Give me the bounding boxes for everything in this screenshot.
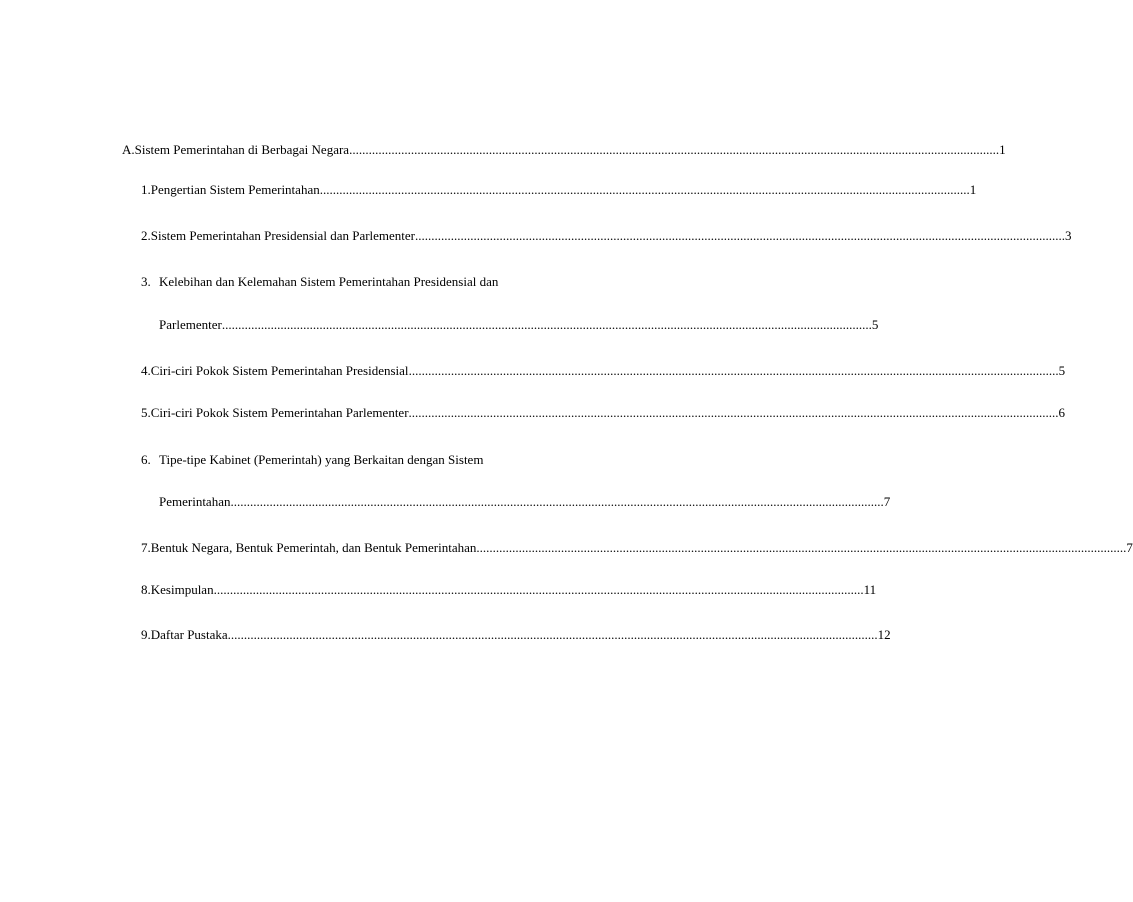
toc-page-number: 7 bbox=[883, 494, 891, 509]
toc-page-number: 12 bbox=[877, 627, 891, 642]
toc-item-6 bbox=[141, 452, 554, 468]
toc-item-3-continuation bbox=[159, 317, 879, 333]
toc-leader-dots: ........................................................................................................................................................................................................ bbox=[227, 627, 878, 642]
toc-section-title: Sistem Pemerintahan di Berbagai Negara bbox=[134, 142, 350, 157]
toc-item-marker: 3. bbox=[141, 274, 151, 289]
toc-item-marker: 5. bbox=[141, 405, 151, 420]
toc-leader-dots: ........................................................................................................................................................................................................ bbox=[213, 582, 864, 597]
toc-item-marker: 1. bbox=[141, 182, 151, 197]
toc-leader-dots: ........................................................................................................................................................................................................ bbox=[221, 317, 872, 332]
toc-page-number: 1 bbox=[999, 142, 1006, 157]
toc-leader-dots: ........................................................................................................................................................................................................ bbox=[415, 228, 1066, 243]
toc-leader-dots: ........................................................................................................................................................................................................ bbox=[408, 405, 1059, 420]
toc-item-8 bbox=[141, 582, 877, 598]
toc-leader-dots: ........................................................................................................................................................................................................ bbox=[233, 494, 884, 509]
toc-item-title: Sistem Pemerintahan Presidensial dan Parlementer bbox=[150, 228, 416, 243]
toc-item-5 bbox=[141, 405, 1066, 421]
toc-page-number: 5 bbox=[1058, 363, 1066, 378]
toc-item-title: Kelebihan dan Kelemahan Sistem Pemerintahan Presidensial dan bbox=[159, 274, 499, 289]
toc-page-number: 11 bbox=[863, 582, 877, 597]
toc-item-title: Pemerintahan. bbox=[159, 494, 234, 509]
toc-item-title: Bentuk Negara, Bentuk Pemerintah, dan Bentuk Pemerintahan bbox=[150, 540, 477, 555]
toc-item-1 bbox=[141, 182, 977, 198]
toc-leader-dots: ........................................................................................................................................................................................................ bbox=[319, 182, 970, 197]
toc-leader-dots: ........................................................................................................................................................................................................ bbox=[408, 363, 1059, 378]
toc-item-4 bbox=[141, 363, 1066, 379]
toc-item-marker: 7. bbox=[141, 540, 151, 555]
toc-item-title: Ciri-ciri Pokok Sistem Pemerintahan Parlementer bbox=[150, 405, 409, 420]
toc-item-marker: 8. bbox=[141, 582, 151, 597]
toc-page-number: 6 bbox=[1058, 405, 1066, 420]
toc-page-number: 1 bbox=[969, 182, 977, 197]
toc-section-a bbox=[122, 142, 1006, 158]
toc-item-2 bbox=[141, 228, 1072, 244]
toc-item-3 bbox=[141, 274, 554, 290]
toc-item-marker: 6. bbox=[141, 452, 151, 467]
toc-item-marker: 9. bbox=[141, 627, 151, 642]
toc-item-7 bbox=[141, 540, 1133, 556]
toc-item-title: Tipe-tipe Kabinet (Pemerintah) yang Berkaitan dengan Sistem bbox=[159, 452, 484, 467]
toc-item-title: Daftar Pustaka bbox=[150, 627, 228, 642]
toc-page-number: 5 bbox=[871, 317, 879, 332]
toc-item-9 bbox=[141, 627, 891, 643]
toc-leader-dots: ........................................................................................................................................................................................................ bbox=[476, 540, 1127, 555]
toc-item-marker: 2. bbox=[141, 228, 151, 243]
toc-item-title: Pengertian Sistem Pemerintahan bbox=[150, 182, 320, 197]
toc-item-title: Ciri-ciri Pokok Sistem Pemerintahan Presidensial bbox=[150, 363, 409, 378]
toc-section-marker: A. bbox=[122, 142, 135, 157]
toc-item-title: Parlementer bbox=[159, 317, 222, 332]
toc-leader-dots: ........................................................................................................................................................................................................ bbox=[349, 142, 1000, 157]
toc-item-title: Kesimpulan bbox=[150, 582, 214, 597]
toc-page-number: 3 bbox=[1065, 228, 1072, 243]
toc-page-number: 7 bbox=[1126, 540, 1133, 555]
toc-item-marker: 4. bbox=[141, 363, 151, 378]
toc-item-6-continuation bbox=[159, 494, 891, 510]
